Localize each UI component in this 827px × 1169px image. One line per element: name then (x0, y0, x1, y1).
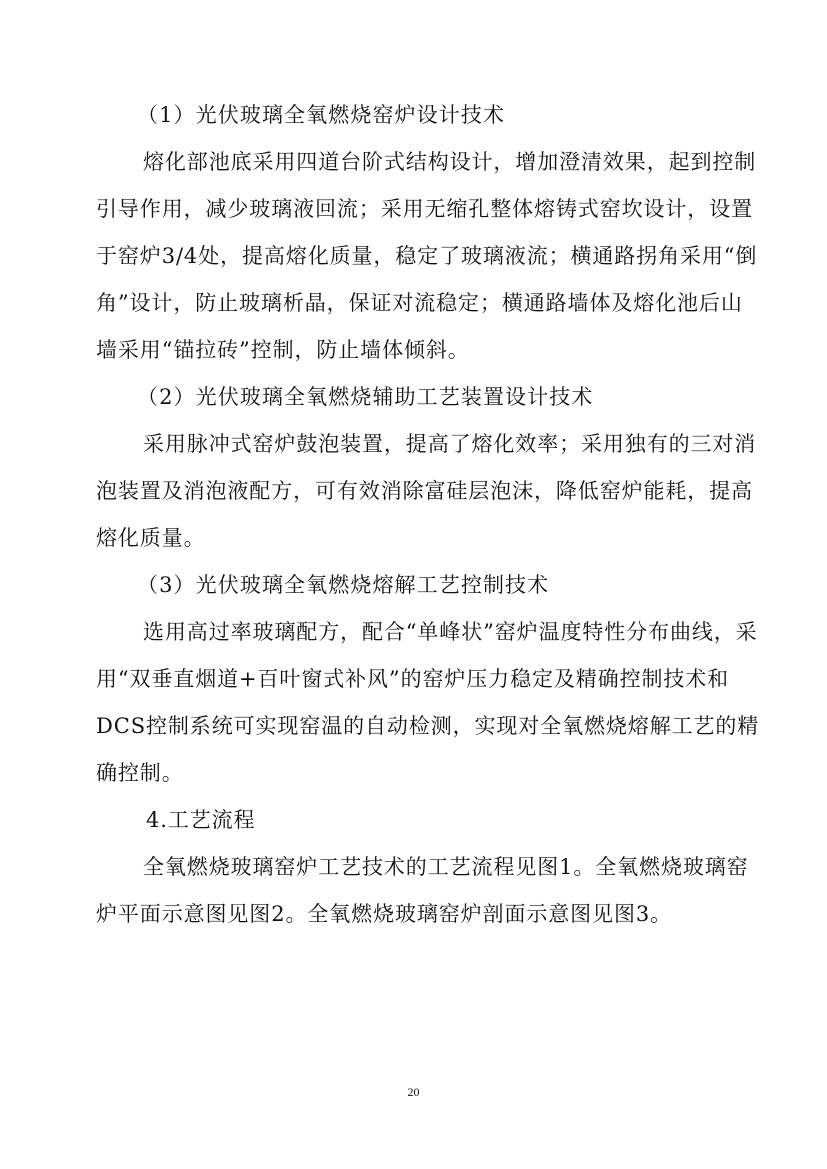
paragraph-1-line-3: 于窑炉3/4处，提高熔化质量，稳定了玻璃液流；横通路拐角采用“倒 (96, 244, 758, 268)
paragraph-1-line-2: 引导作用，减少玻璃液回流；采用无缩孔整体熔铸式窑坎设计，设置 (96, 197, 753, 221)
section-heading: 4.工艺流程 (146, 808, 256, 832)
subheading-1: （1）光伏玻璃全氧燃烧窑炉设计技术 (137, 103, 506, 127)
paragraph-1-line-4: 角”设计，防止玻璃析晶，保证对流稳定；横通路墙体及熔化池后山 (96, 291, 743, 315)
paragraph-2-line-1: 采用脉冲式窑炉鼓泡装置，提高了熔化效率；采用独有的三对消 (143, 432, 757, 456)
paragraph-4-line-1: 全氧燃烧玻璃窑炉工艺技术的工艺流程见图1。全氧燃烧玻璃窑 (143, 855, 749, 879)
subheading-2: （2）光伏玻璃全氧燃烧辅助工艺装置设计技术 (137, 385, 594, 409)
paragraph-2-line-3: 熔化质量。 (96, 526, 206, 550)
subheading-3: （3）光伏玻璃全氧燃烧熔解工艺控制技术 (137, 573, 550, 597)
paragraph-4-line-2: 炉平面示意图见图2。全氧燃烧玻璃窑炉剖面示意图见图3。 (96, 902, 673, 926)
page-number: 20 (407, 1085, 420, 1099)
paragraph-3-line-2: 用“双垂直烟道+百叶窗式补风”的窑炉压力稳定及精确控制技术和 (96, 667, 730, 691)
paragraph-1-line-1: 熔化部池底采用四道台阶式结构设计，增加澄清效果，起到控制 (143, 150, 757, 174)
paragraph-3-line-4: 确控制。 (96, 761, 184, 785)
paragraph-1-line-5: 墙采用“锚拉砖”控制，防止墙体倾斜。 (96, 338, 470, 362)
paragraph-3-line-1: 选用高过率玻璃配方，配合“单峰状”窑炉温度特性分布曲线，采 (143, 620, 758, 644)
paragraph-3-line-3: DCS控制系统可实现窑温的自动检测，实现对全氧燃烧熔解工艺的精 (96, 714, 760, 738)
paragraph-2-line-2: 泡装置及消泡液配方，可有效消除富硅层泡沫，降低窑炉能耗，提高 (96, 479, 753, 503)
document-body (96, 92, 760, 938)
